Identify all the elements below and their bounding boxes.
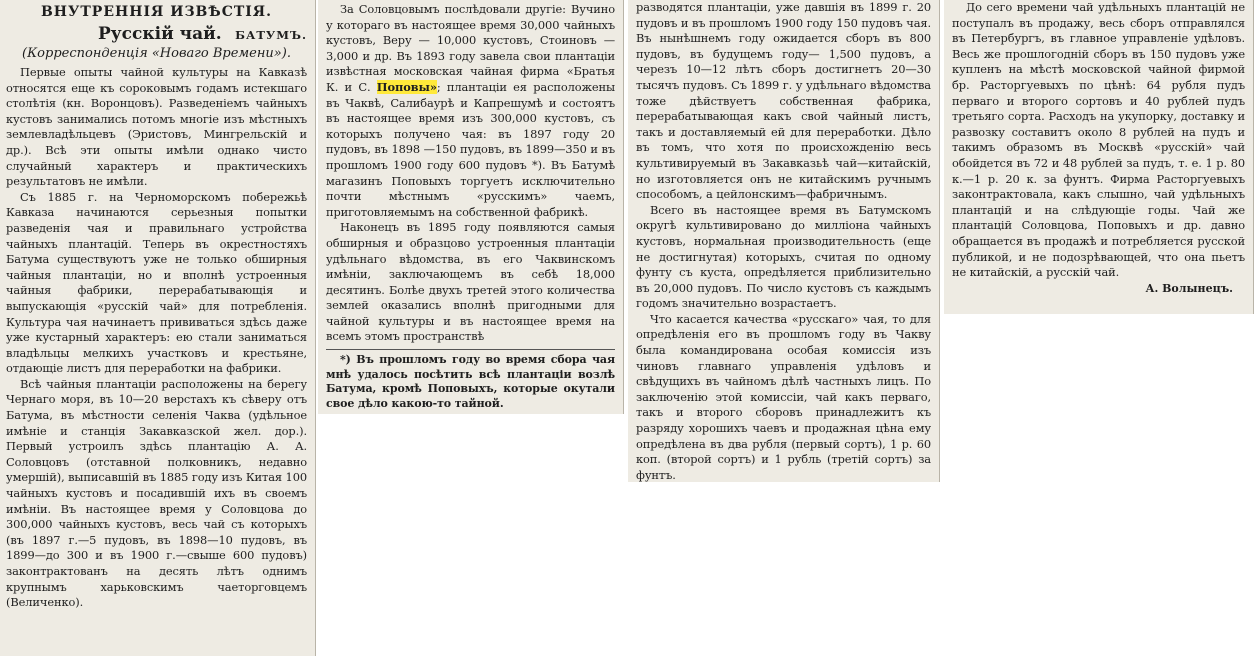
paragraph: разводятся плантаціи, уже давшія въ 1899 г. 20 пудовъ и въ прошломъ 1900 году 150 пудовъ чая. Въ нынѣшнемъ году ожидается сборъ въ 800 пудовъ, въ будущемъ году— 1,500 пудовъ, а черезъ 10—12 лѣтъ сборъ достигнетъ 20—30 тысячъ пудовъ. Съ 1899 г. у удѣльнаго вѣдомства тоже дѣйствуетъ собственная фабрика, перерабатывающая какъ свой чайный листъ, такъ и доставляемый ей для переработки. Дѣло въ томъ, что хотя по происхожденію весь культивируемый въ Закавказьѣ чай—китайскій, но изготовляется онъ не китайскимъ ручнымъ способомъ, а цейлонскимъ—фабричнымъ. (636, 0, 931, 202)
footnote (326, 353, 615, 411)
paragraph: Всѣ чайныя плантаціи расположены на берегу Чернаго моря, въ 10—20 верстахъ къ сѣверу отъ Батума, въ мѣстности селенія Чаква (удѣльное имѣніе и станція Закавказской жел. дор.). Первый устроилъ здѣсь плантацію А. А. Соловцовъ (отставной полковникъ, недавно умершій), выписавшій въ 1885 году изъ Китая 100 чайныхъ кустовъ и посадившій ихъ въ своемъ имѣніи. Въ настоящее время у Соловцова до 300,000 чайныхъ кустовъ, весь чай съ которыхъ (въ 1897 г.—5 пудовъ, въ 1898—10 пудовъ, въ 1899—до 300 и въ 1900 г.—свыше 600 пудовъ) законтрактованъ на десять лѣтъ однимъ крупнымъ харьковскимъ чаеторговцемъ (Величенко). (6, 376, 307, 610)
paragraph: Всего въ настоящее время въ Батумскомъ округѣ культивировано до милліона чайныхъ кустовъ, нормальная производительность (еще не достигнутая) которыхъ, считая по одному фунту съ куста, опредѣляется приблизительно въ 20,000 пудовъ. По число кустовъ съ каждымъ годомъ значительно возрастаетъ. (636, 202, 931, 311)
paragraph (326, 2, 615, 220)
text-run: За Соловцовымъ послѣдовали другіе: Вучино у котораго въ настоящее время 30,000 чайныхъ кустовъ, Веру — 10,000 кустовъ, Стоиновъ — 3,000 и др. Въ 1893 году завела свои плантаціи извѣстная московская чайная фирма «Братья К. и С. (326, 2, 615, 94)
signature: А. Волынецъ. (1145, 281, 1233, 295)
dateline: БАТУМЪ. (235, 28, 307, 42)
source-line: (Корреспонденція «Новаго Времени»). (22, 46, 291, 61)
paragraph: Съ 1885 г. на Черноморскомъ побережьѣ Кавказа начинаются серьезныя попытки разведенія чая и правильнаго устройства чайныхъ плантацій. Теперь въ окрестностяхъ Батума существуютъ уже не только обширныя чайныя плантаціи, но и вполнѣ устроенныя чайныя фабрики, перерабатывающія и выпускающія «русскій чай» для потребленія. Культура чая начинаетъ прививаться здѣсь даже уже кустарный характеръ: ею стали заниматься владѣльцы мелкихъ участковъ и крестьяне, отдающіе листъ для переработки на фабрики. (6, 189, 307, 376)
paragraph: Что касается качества «русскаго» чая, то для опредѣленія его въ прошломъ году въ Чакву была командирована особая комиссія изъ чиновъ главнаго управленія удѣловъ и свѣдущихъ въ чайномъ дѣлѣ частныхъ лицъ. По заключенію этой комиссіи, чай какъ перваго, такъ и второго сборовъ принадлежитъ къ разряду хорошихъ чаевъ и продажная цѣна ему опредѣлена въ два рубля (первый сортъ), 1 р. 60 коп. (второй сортъ) и 1 рубль (третій сортъ) за фунтъ. (636, 311, 931, 482)
column-1 (0, 0, 316, 656)
footnote-divider (326, 349, 615, 350)
highlighted-word: Поповы» (376, 79, 437, 94)
column-2 (318, 0, 624, 414)
section-heading: ВНУТРЕННІЯ ИЗВѢСТІЯ. (40, 4, 273, 20)
footnote-text: *) Въ прошломъ году во время сбора чая мнѣ удалось посѣтить всѣ плантаціи возлѣ Батума, кромѣ Поповыхъ, которые окутали свое дѣло какою-то тайной. (326, 353, 615, 410)
article-title: Русскій чай. (98, 24, 222, 44)
paragraph: Первые опыты чайной культуры на Кавказѣ относятся еще къ сороковымъ годамъ истекшаго столѣтія (кн. Воронцовъ). Разведеніемъ чайныхъ кустовъ занимались потомъ многіе изъ мѣстныхъ землевладѣльцевъ (Эристовъ, Мингрельскій и др.). Всѣ эти опыты имѣли однако чисто случайный характеръ и практическихъ результатовъ не имѣли. (6, 65, 307, 189)
paragraph: До сего времени чай удѣльныхъ плантацій не поступалъ въ продажу, весь сборъ отправлялся въ Петербургъ, въ главное управленіе удѣловъ. Весь же прошлогодній сборъ въ 150 пудовъ уже купленъ на мѣстѣ московской чайной фирмой бр. Расторгуевыхъ по цѣнѣ: 64 рубля пудъ перваго и второго сортовъ и 40 рублей пудъ третьяго сорта. Расходъ на укупорку, доставку и развозку составитъ около 8 рублей на пудъ и такимъ образомъ въ Москвѣ «русскій» чай обойдется въ 72 и 48 рублей за пудъ, т. е. 1 р. 80 к.—1 р. 20 к. за фунтъ. Фирма Расторгуевыхъ законтрактовала, какъ слышно, чай удѣльныхъ плантацій и на слѣдующіе годы. Чай же плантацій Соловцова, Поповыхъ и др. давно обращается въ продажѣ и потребляется русской публикой, и не подозрѣвающей, что она пьетъ не китайскій, а русскій чай. (952, 0, 1245, 280)
column-3 (628, 0, 940, 482)
paragraph: Наконецъ въ 1895 году появляются самыя обширныя и образцово устроенныя плантаціи удѣльнаго вѣдомства, въ его Чаквинскомъ имѣніи, заключающемъ въ себѣ 18,000 десятинъ. Болѣе двухъ третей этого количества землей оказались вполнѣ пригодными для чайной культуры и въ настоящее время на всемъ этомъ пространствѣ (326, 220, 615, 344)
title-row (6, 24, 307, 44)
column-4 (944, 0, 1254, 314)
text-run: ; плантаціи ея расположены въ Чаквѣ, Салибаурѣ и Капрешумѣ и состоятъ въ настоящее время изъ 300,000 кустовъ, съ которыхъ получено чая: въ 1897 году 20 пудовъ, въ 1898 —150 пудовъ, въ 1899—350 и въ прошломъ 1900 году 600 пудовъ *). Въ Батумѣ магазинъ Поповыхъ торгуетъ исключительно почти мѣстнымъ «русскимъ» чаемъ, приготовляемымъ на собственной фабрикѣ. (326, 79, 615, 219)
